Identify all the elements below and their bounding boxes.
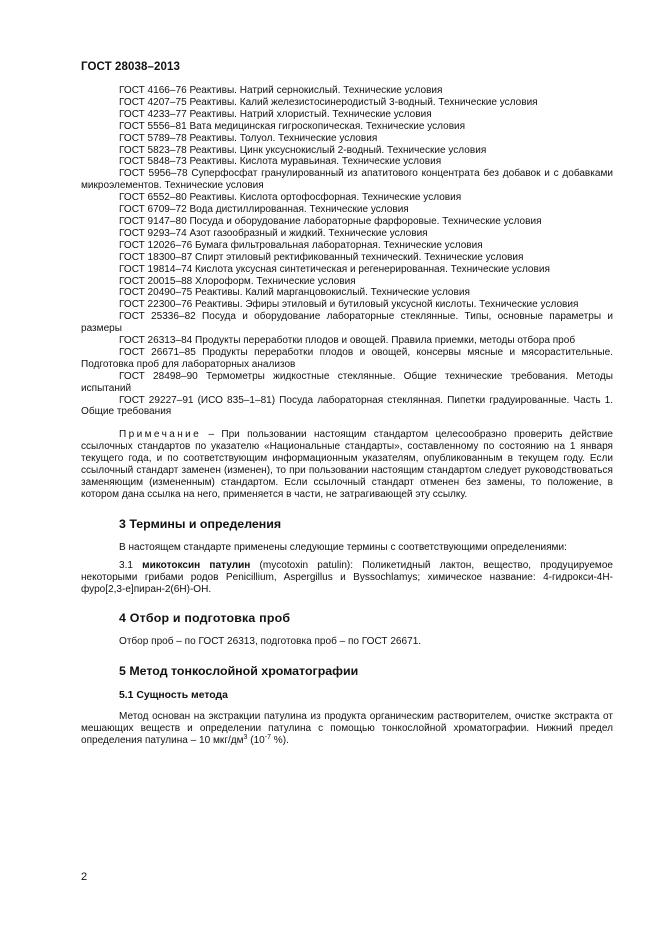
reference-item: ГОСТ 22300–76 Реактивы. Эфиры этиловый и бутиловый уксусной кислоты. Технические условия (119, 299, 579, 311)
note-label: Примечание (119, 429, 202, 441)
reference-list (81, 85, 613, 418)
reference-item: ГОСТ 28498–90 Термометры жидкостные стеклянные. Общие технические требования. Методы испытаний (81, 370, 613, 394)
reference-item: ГОСТ 20490–75 Реактивы. Калий марганцовокислый. Технические условия (119, 287, 470, 299)
page-number: 2 (81, 871, 88, 883)
reference-item: ГОСТ 4207–75 Реактивы. Калий железистосинеродистый 3-водный. Технические условия (119, 96, 538, 108)
reference-item: ГОСТ 5823–78 Реактивы. Цинк уксуснокислый 2-водный. Технические условия (119, 144, 487, 156)
unit-superscript: 3 (243, 734, 248, 742)
subsection-5-1-title: 5.1 Сущность метода (119, 690, 228, 702)
term-name: микотоксин патулин (142, 559, 251, 571)
note-paragraph (81, 429, 613, 500)
document-content (81, 85, 613, 747)
section-3-title: 3 Термины и определения (119, 516, 282, 531)
method-text: Метод основан на экстракции патулина из продукта органическим растворителем, очистке экстракта от мешающих веществ и определении патулина с помощью тонкослойной хроматографии. Нижний предел определения патулина – 10 мкг/дм (81, 711, 613, 747)
reference-item: ГОСТ 26671–85 Продукты переработки плодов и овощей, консервы мясные и мясорастительные. Подготовка проб для лабораторных анализов (81, 346, 613, 370)
reference-item: ГОСТ 4166–76 Реактивы. Натрий сернокислый. Технические условия (119, 85, 443, 96)
note-text: – При пользовании настоящим стандартом целесообразно проверить действие ссылочных стандартов по указателю «Национальные стандарты», составленному по состоянию на 1 января текущего года, и по соответствующим информационным указателям, опубликованным в текущем году. Если ссылочный стандарт заменен (изменен), то при пользовании настоящим стандартом следует руководствоваться заменяющим (измененным) стандартом. Если ссылочный стандарт отменен без замены, то положение, в котором дана ссылка на него, применяется в части, не затрагивающей эту ссылку. (81, 429, 613, 500)
document-header: ГОСТ 28038–2013 (81, 61, 181, 73)
reference-item: ГОСТ 5789–78 Реактивы. Толуол. Технические условия (119, 132, 378, 144)
section-5-title: 5 Метод тонкослойной хроматографии (119, 664, 359, 679)
section-5-1-text (81, 711, 613, 747)
section-4-title: 4 Отбор и подготовка проб (119, 611, 291, 626)
reference-item: ГОСТ 20015–88 Хлороформ. Технические условия (119, 275, 356, 287)
term-text: (mycotoxin patulin): Поликетидный лактон, вещество, продуцируемое некоторыми грибами родов Penicillium, Aspergillus и Byssochlamys; химическое название: 4-гидрокси-4Н-фуро[2,3-е]пиран-2(6Н)-ОН. (81, 559, 613, 595)
reference-item: ГОСТ 6552–80 Реактивы. Кислота ортофосфорная. Технические условия (119, 192, 462, 204)
reference-item: ГОСТ 9147–80 Посуда и оборудование лабораторные фарфоровые. Технические условия (119, 215, 542, 227)
reference-item: ГОСТ 5956–78 Суперфосфат гранулированный из апатитового концентрата без добавок и с добавками микроэлементов. Технические условия (81, 168, 613, 192)
reference-item: ГОСТ 26313–84 Продукты переработки плодов и овощей. Правила приемки, методы отбора проб (119, 335, 576, 347)
method-text-end: %). (271, 735, 289, 747)
term-number: 3.1 (119, 559, 143, 571)
exponent-superscript: -7 (264, 734, 271, 742)
reference-item: ГОСТ 9293–74 Азот газообразный и жидкий. Технические условия (119, 227, 428, 239)
term-definition (81, 560, 613, 596)
reference-item: ГОСТ 18300–87 Спирт этиловый ректификованный технический. Технические условия (119, 251, 524, 263)
reference-item: ГОСТ 4233–77 Реактивы. Натрий хлористый. Технические условия (119, 108, 432, 120)
reference-item: ГОСТ 6709–72 Вода дистиллированная. Технические условия (119, 204, 409, 216)
reference-item: ГОСТ 19814–74 Кислота уксусная синтетическая и регенерированная. Технические условия (119, 263, 550, 275)
section-3-intro: В настоящем стандарте применены следующие термины с соответствующими определениями: (119, 541, 567, 553)
section-4-text: Отбор проб – по ГОСТ 26313, подготовка проб – по ГОСТ 26671. (119, 636, 422, 648)
reference-item: ГОСТ 5556–81 Вата медицинская гигроскопическая. Технические условия (119, 120, 466, 132)
reference-item: ГОСТ 5848–73 Реактивы. Кислота муравьиная. Технические условия (119, 156, 442, 168)
method-text-mid: (10 (247, 735, 265, 747)
reference-item: ГОСТ 25336–82 Посуда и оборудование лабораторные стеклянные. Типы, основные параметры и размеры (81, 311, 613, 335)
reference-item: ГОСТ 12026–76 Бумага фильтровальная лабораторная. Технические условия (119, 239, 483, 251)
reference-item: ГОСТ 29227–91 (ИСО 835–1–81) Посуда лабораторная стеклянная. Пипетки градуированные. Часть 1. Общие требования (81, 394, 613, 418)
